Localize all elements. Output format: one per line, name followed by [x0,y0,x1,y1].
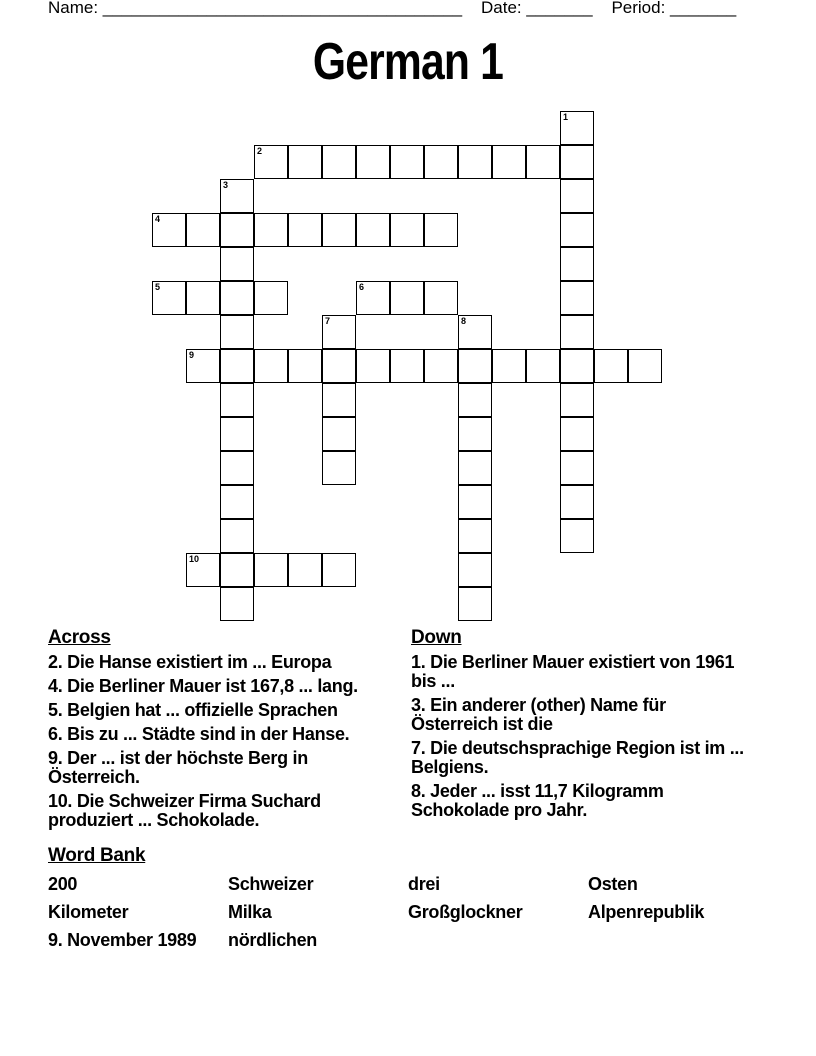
grid-cell[interactable] [322,145,356,179]
grid-cell[interactable] [458,349,492,383]
grid-cell[interactable] [560,349,594,383]
grid-cell[interactable] [390,349,424,383]
grid-cell[interactable] [526,349,560,383]
clue-number: 2 [257,146,263,156]
word-bank-item: Osten [588,874,638,894]
grid-cell[interactable] [186,553,220,587]
clue-number: 10 [189,554,200,564]
word-bank-item: Milka [228,902,272,922]
clue-text: Die deutschsprachige Region ist im ... Belgiens. [411,738,744,777]
clue-number: 5. [48,700,63,720]
grid-cell[interactable] [220,417,254,451]
grid-cell[interactable] [356,349,390,383]
clue-number: 9. [48,748,63,768]
grid-cell[interactable] [220,553,254,587]
grid-cell[interactable] [424,349,458,383]
clue-number: 5 [155,282,161,292]
grid-cell[interactable] [560,179,594,213]
word-bank-item: drei [408,874,440,894]
grid-cell[interactable] [220,179,254,213]
across-clue [48,677,388,696]
grid-cell[interactable] [186,349,220,383]
grid-cell[interactable] [220,349,254,383]
grid-cell[interactable] [424,145,458,179]
grid-cell[interactable] [220,519,254,553]
grid-cell[interactable] [560,111,594,145]
grid-cell[interactable] [152,213,186,247]
grid-cell[interactable] [322,383,356,417]
grid-cell[interactable] [594,349,628,383]
clue-number: 6 [359,282,365,292]
grid-cell[interactable] [220,315,254,349]
word-bank-heading: Word Bank [48,845,146,866]
grid-cell[interactable] [424,281,458,315]
clue-number: 4. [48,676,63,696]
grid-cell[interactable] [322,417,356,451]
grid-cell[interactable] [220,247,254,281]
word-bank-item: nördlichen [228,930,318,950]
down-heading: Down [411,627,462,648]
grid-cell[interactable] [254,213,288,247]
grid-cell[interactable] [220,383,254,417]
down-clue [411,653,756,691]
grid-cell[interactable] [628,349,662,383]
grid-cell[interactable] [458,587,492,621]
grid-cell[interactable] [288,145,322,179]
grid-cell[interactable] [322,349,356,383]
clue-number: 10. [48,791,73,811]
grid-cell[interactable] [356,213,390,247]
grid-cell[interactable] [458,519,492,553]
word-bank-item: Kilometer [48,902,129,922]
grid-cell[interactable] [186,281,220,315]
grid-cell[interactable] [492,349,526,383]
grid-cell[interactable] [390,145,424,179]
clue-number: 7. [411,738,426,758]
grid-cell[interactable] [288,213,322,247]
clue-number: 3. [411,695,426,715]
grid-cell[interactable] [526,145,560,179]
clue-text: Ein anderer (other) Name für Österreich ist die [411,695,666,734]
word-bank-item: 9. November 1989 [48,930,197,950]
grid-cell[interactable] [458,145,492,179]
grid-cell[interactable] [356,145,390,179]
clue-text: Jeder ... isst 11,7 Kilogramm Schokolade pro Jahr. [411,781,664,820]
clue-text: Die Schweizer Firma Suchard produziert ... Schokolade. [48,791,321,830]
grid-cell[interactable] [322,451,356,485]
grid-cell[interactable] [288,553,322,587]
clue-text: Die Berliner Mauer existiert von 1961 bis ... [411,652,735,691]
grid-cell[interactable] [254,145,288,179]
down-clue [411,739,756,777]
grid-cell[interactable] [322,315,356,349]
clue-text: Belgien hat ... offizielle Sprachen [67,700,338,720]
clue-number: 2. [48,652,63,672]
grid-cell[interactable] [560,281,594,315]
name-field[interactable]: Name: ______________________________________ [48,0,463,17]
clue-number: 9 [189,350,195,360]
across-clue [48,725,388,744]
date-field[interactable]: Date: _______ [480,0,593,17]
down-clue [411,696,756,734]
grid-cell[interactable] [288,349,322,383]
across-clue [48,792,388,830]
grid-cell[interactable] [254,553,288,587]
clue-number: 6. [48,724,63,744]
grid-cell[interactable] [220,451,254,485]
down-clues [411,628,756,825]
grid-cell[interactable] [220,485,254,519]
grid-cell[interactable] [390,213,424,247]
clue-text: Die Berliner Mauer ist 167,8 ... lang. [67,676,358,696]
grid-cell[interactable] [560,485,594,519]
grid-cell[interactable] [560,315,594,349]
clue-number: 1 [563,112,569,122]
page-title: German 1 [312,33,504,91]
grid-cell[interactable] [322,213,356,247]
grid-cell[interactable] [254,281,288,315]
clue-text: Der ... ist der höchste Berg in Österreich. [48,748,308,787]
grid-cell[interactable] [560,145,594,179]
grid-cell[interactable] [152,281,186,315]
grid-cell[interactable] [186,213,220,247]
grid-cell[interactable] [560,417,594,451]
clue-number: 7 [325,316,331,326]
across-clue [48,653,388,672]
grid-cell[interactable] [458,383,492,417]
period-field[interactable]: Period: _______ [611,0,737,17]
grid-cell[interactable] [220,281,254,315]
word-bank-item: 200 [48,874,78,894]
word-bank-item: Schweizer [228,874,314,894]
grid-cell[interactable] [560,213,594,247]
grid-cell[interactable] [458,553,492,587]
clue-number: 3 [223,180,229,190]
grid-cell[interactable] [424,213,458,247]
clue-number: 8 [461,316,467,326]
grid-cell[interactable] [356,281,390,315]
grid-cell[interactable] [322,553,356,587]
across-clue [48,749,388,787]
across-heading: Across [48,627,111,648]
grid-cell[interactable] [390,281,424,315]
grid-cell[interactable] [458,417,492,451]
word-bank-item: Großglockner [408,902,523,922]
grid-cell[interactable] [220,213,254,247]
grid-cell[interactable] [560,383,594,417]
grid-cell[interactable] [458,315,492,349]
clue-number: 1. [411,652,426,672]
across-clues [48,628,388,835]
clue-number: 4 [155,214,161,224]
grid-cell[interactable] [254,349,288,383]
clue-text: Bis zu ... Städte sind in der Hanse. [67,724,350,744]
grid-cell[interactable] [492,145,526,179]
grid-cell[interactable] [220,587,254,621]
grid-cell[interactable] [560,451,594,485]
down-clue [411,782,756,820]
clue-number: 8. [411,781,426,801]
grid-cell[interactable] [560,247,594,281]
clue-text: Die Hanse existiert im ... Europa [67,652,332,672]
grid-cell[interactable] [560,519,594,553]
grid-cell[interactable] [458,485,492,519]
grid-cell[interactable] [458,451,492,485]
word-bank-item: Alpenrepublik [588,902,705,922]
across-clue [48,701,388,720]
